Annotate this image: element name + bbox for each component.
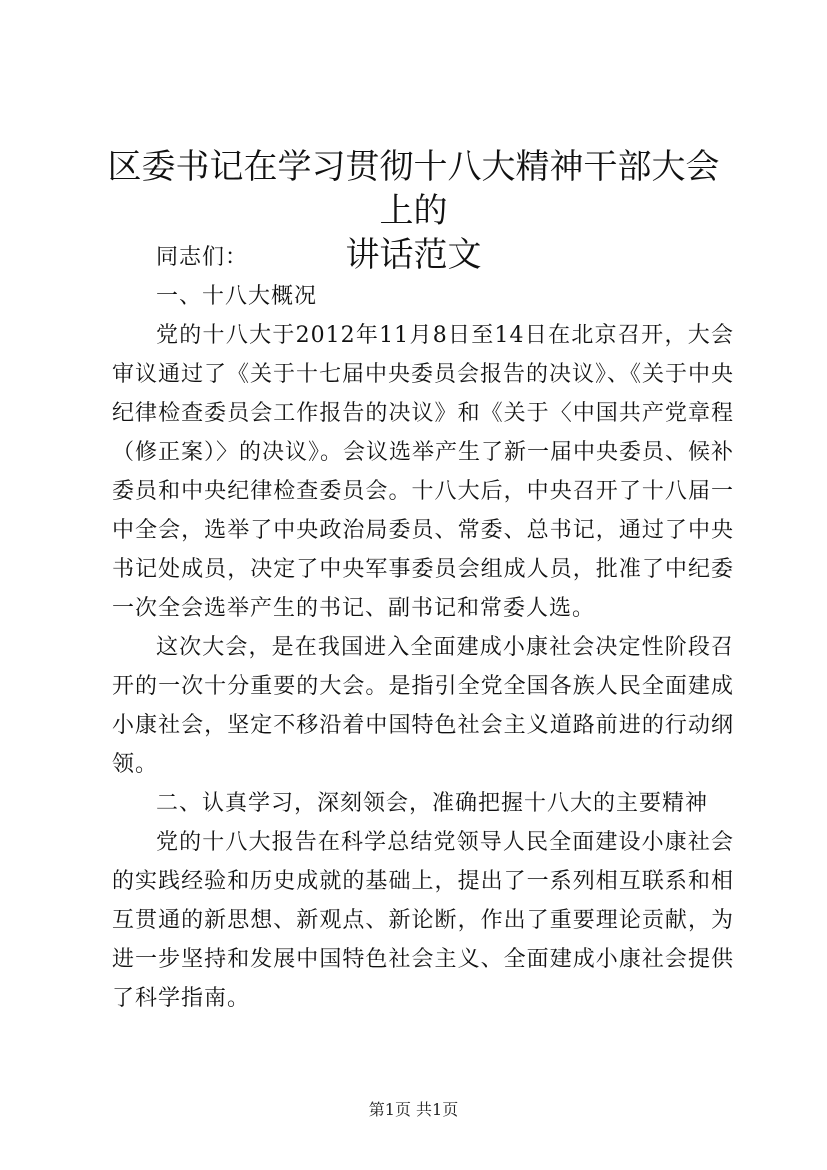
paragraph-3: 党的十八大报告在科学总结党领导人民全面建设小康社会的实践经验和历史成就的基础上，提出了一系列相互联系和相互贯通的新思想、新观点、新论断，作出了重要理论贡献，为进一步坚持和发展中国特色社会主义、全面建成小康社会提供了科学指南。 (112, 830, 734, 1011)
salutation: 同志们： (156, 245, 249, 270)
title-line-2: 讲话范文 (345, 235, 482, 275)
paragraph-2: 这次大会，是在我国进入全面建成小康社会决定性阶段召开的一次十分重要的大会。是指引全党全国各族人民全面建成小康社会，坚定不移沿着中国特色社会主义道路前进的行动纲领。 (112, 635, 734, 777)
document-body (112, 238, 734, 1018)
section-heading-2: 二、认真学习，深刻领会，准确把握十八大的主要精神 (156, 791, 709, 816)
page-footer: 第1页 共1页 (368, 1100, 459, 1119)
paragraph-1: 党的十八大于2012年11月8日至14日在北京召开，大会审议通过了《关于十七届中央委员会报告的决议》、《关于中央纪律检查委员会工作报告的决议》和《关于〈中国共产党章程（修正案）〉的决议》。会议选举产生了新一届中央委员、候补委员和中央纪律检查委员会。十八大后，中央召开了十八届一中全会，选举了中央政治局委员、常委、总书记，通过了中央书记处成员，决定了中央军事委员会组成人员，批准了中纪委一次全会选举产生的书记、副书记和常委人选。 (112, 323, 735, 621)
section-heading-1: 一、十八大概况 (156, 284, 318, 309)
title-line-1: 区委书记在学习贯彻十八大精神干部大会上的 (107, 147, 720, 231)
